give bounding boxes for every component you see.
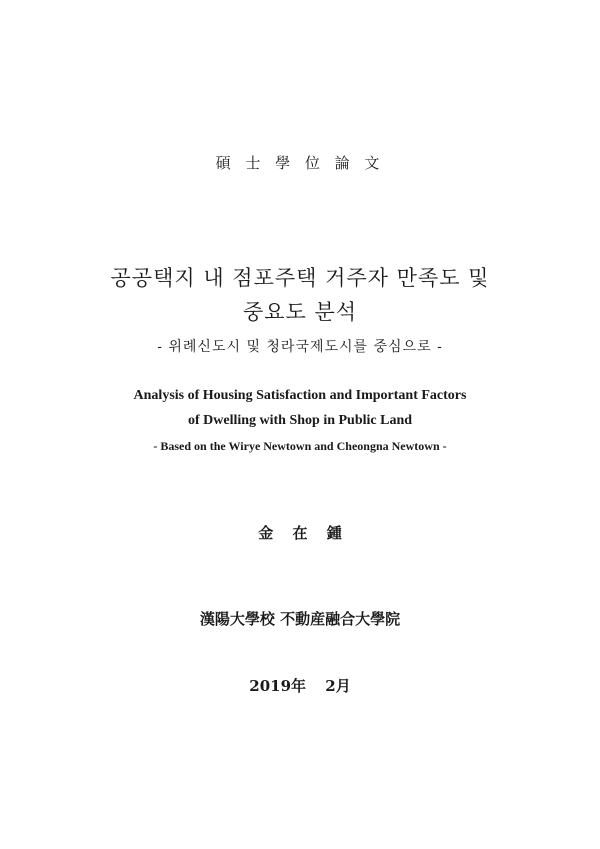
title-english-line1: Analysis of Housing Satisfaction and Important Factors: [133, 388, 467, 403]
degree-label: 碩 士 學 位 論 文: [215, 154, 385, 172]
submission-date: 2019年 2月: [249, 677, 351, 695]
title-korean-line1: 공공택지 내 점포주택 거주자 만족도 및: [110, 266, 490, 290]
title-english-line2: of Dwelling with Shop in Public Land: [187, 413, 413, 428]
subtitle-korean: - 위례신도시 및 청라국제도시를 중심으로 -: [157, 339, 443, 355]
title-korean-line2: 중요도 분석: [242, 300, 358, 324]
school-name: 漢陽大學校 不動産融合大學院: [199, 610, 401, 628]
subtitle-english: - Based on the Wirye Newtown and Cheongna Newtown -: [153, 439, 447, 453]
author-name: 金 在 鍾: [258, 524, 342, 542]
